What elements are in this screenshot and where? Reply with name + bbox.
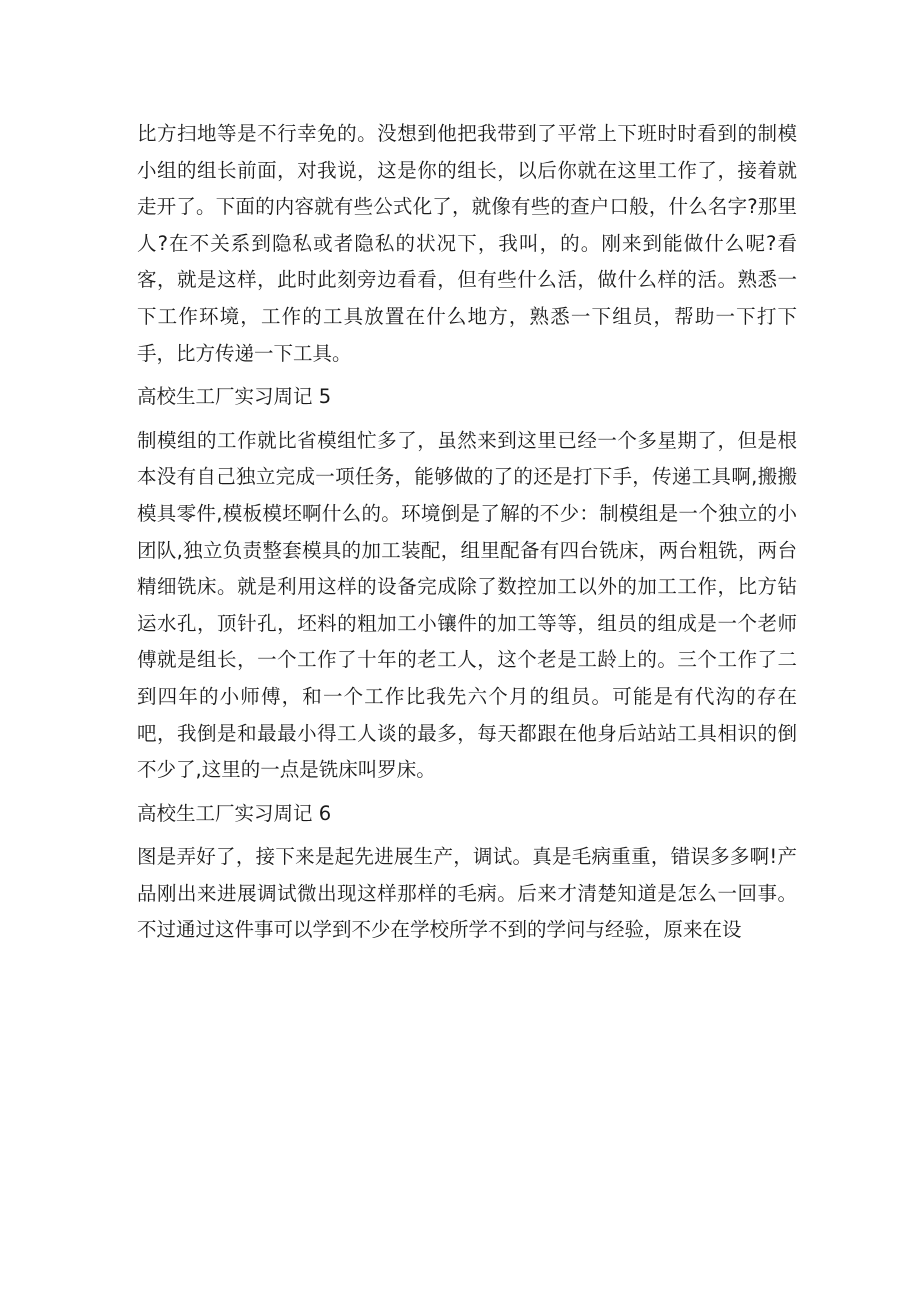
- paragraph-week-5: 制模组的工作就比省模组忙多了，虽然来到这里已经一个多星期了，但是根本没有自己独立完成一项任务，能够做的了的还是打下手，传递工具啊,搬搬模具零件,模板模坯啊什么的。环境倒是了解的不少：制模组是一个独立的小团队,独立负责整套模具的加工装配，组里配备有四台铣床，两台粗铣，两台精细铣床。就是利用这样的设备完成除了数控加工以外的加工工作，比方钻运水孔，顶针孔，坯料的粗加工小镶件的加工等等，组员的组成是一个老师傅就是组长，一个工作了十年的老工人，这个老是工龄上的。三个工作了二到四年的小师傅，和一个工作比我先六个月的组员。可能是有代沟的存在吧，我倒是和最最小得工人谈的最多，每天都跟在他身后站站工具相识的倒不少了,这里的一点是铣床叫罗床。: [137, 428, 797, 782]
- paragraph-week-6: 图是弄好了，接下来是起先进展生产，调试。真是毛病重重，错误多多啊!产品刚出来进展调试微出现这样那样的毛病。后来才清楚知道是怎么一回事。不过通过这件事可以学到不少在学校所学不到的学问与经验，原来在设: [137, 845, 797, 942]
- section-heading-week-5: 高校生工厂实习周记 5: [137, 385, 332, 409]
- paragraph-intro: 比方扫地等是不行幸免的。没想到他把我带到了平常上下班时时看到的制模小组的组长前面，对我说，这是你的组长，以后你就在这里工作了，接着就走开了。下面的内容就有些公式化了，就像有些的查户口般，什么名字?那里人?在不关系到隐私或者隐私的状况下，我叫，的。刚来到能做什么呢?看客，就是这样，此时此刻旁边看看，但有些什么活，做什么样的活。熟悉一下工作环境，工作的工具放置在什么地方，熟悉一下组员，帮助一下打下手，比方传递一下工具。: [137, 122, 797, 365]
- section-heading-week-6: 高校生工厂实习周记 6: [137, 801, 332, 825]
- document-body: [137, 116, 797, 949]
